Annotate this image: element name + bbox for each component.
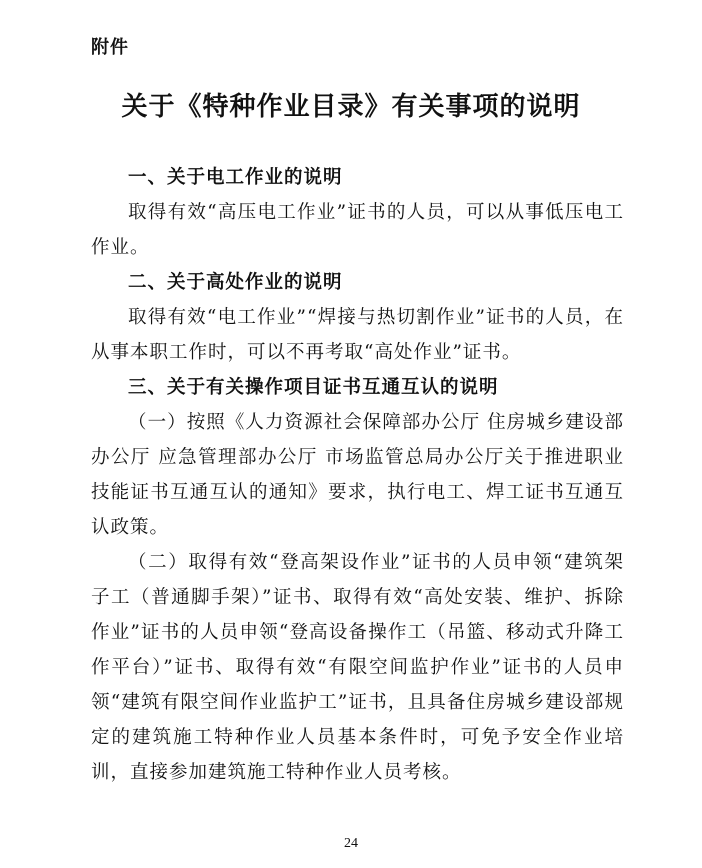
document-title: 关于《特种作业目录》有关事项的说明 [121,92,581,122]
section-heading-height-work: 二、关于高处作业的说明 [128,272,343,293]
paragraph-mutual-recognition-1: （一）按照《人力资源社会保障部办公厅 住房城乡建设部办公厅 应急管理部办公厅 市场监管总局办公厅关于推进职业技能证书互通互认的通知》要求，执行电工、焊工证书互通互认政策。 [91,412,624,538]
section-heading-mutual-recognition: 三、关于有关操作项目证书互通互认的说明 [128,377,499,398]
paragraph-height-work: 取得有效“电工作业”“焊接与热切割作业”证书的人员，在从事本职工作时，可以不再考取“高处作业”证书。 [91,307,624,363]
page-number: 24 [344,836,358,851]
attachment-label: 附件 [91,37,129,58]
section-heading-electrical: 一、关于电工作业的说明 [128,167,343,188]
paragraph-mutual-recognition-2: （二）取得有效“登高架设作业”证书的人员申领“建筑架子工（普通脚手架）”证书、取得有效“高处安装、维护、拆除作业”证书的人员申领“登高设备操作工（吊篮、移动式升降工作平台）”证书、取得有效“有限空间监护作业”证书的人员申领“建筑有限空间作业监护工”证书，且具备住房城乡建设部规定的建筑施工特种作业人员基本条件时，可免予安全作业培训，直接参加建筑施工特种作业人员考核。 [91,552,624,783]
document-body [91,160,624,790]
paragraph-electrical: 取得有效“高压电工作业”证书的人员，可以从事低压电工作业。 [91,202,624,258]
